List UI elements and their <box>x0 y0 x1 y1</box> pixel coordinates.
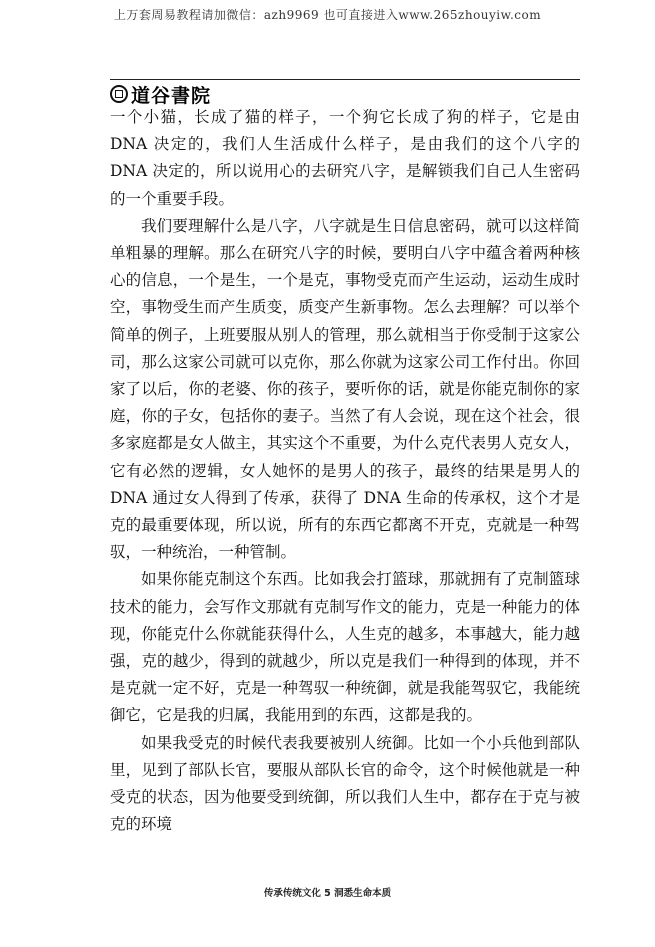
paragraph: 如果你能克制这个东西。比如我会打篮球，那就拥有了克制篮球技术的能力，会写作文那就有克制写作文的能力，克是一种能力的体现，你能克什么你就能获得什么，人生克的越多，本事越大，能力越强，克的越少，得到的就越少，所以克是我们一种得到的体现，并不是克就一定不好，克是一种驾驭一种统御，就是我能驾驭它，我能统御它，它是我的归属，我能用到的东西，这都是我的。 <box>110 570 580 725</box>
paragraph: 一个小猫，长成了猫的样子，一个狗它长成了狗的样子，它是由 DNA 决定的，我们人生活成什么样子，是由我们的这个八字的 DNA 决定的，所以说用心的去研究八字，是解锁我们自己人生密码的一个重要手段。 <box>110 108 580 208</box>
paragraph: 我们要理解什么是八字，八字就是生日信息密码，就可以这样简单粗暴的理解。那么在研究八字的时候，要明白八字中蕴含着两种核心的信息，一个是生，一个是克，事物受克而产生运动，运动生成时空，事物受生而产生质变，质变产生新事物。怎么去理解？可以举个简单的例子，上班要服从别人的管理，那么就相当于你受制于这家公司，那么这家公司就可以克你，那么你就为这家公司工作付出。你回家了以后，你的老婆、你的孩子，要听你的话，就是你能克制你的家庭，你的子女，包括你的妻子。当然了有人会说，现在这个社会，很多家庭都是女人做主，其实这个不重要，为什么克代表男人克女人，它有必然的逻辑，女人她怀的是男人的孩子，最终的结果是男人的 DNA 通过女人得到了传承，获得了 DNA 生命的传承权，这个才是克的最重要体现，所以说，所有的东西它都离不开克，克就是一种驾驭，一种统治，一种管制。 <box>110 216 580 562</box>
publisher-logo <box>110 82 211 106</box>
seal-icon <box>110 85 128 103</box>
body-text <box>110 104 580 838</box>
watermark-text: 上万套周易教程请加微信：azh9969 也可直接进入www.265zhouyiw.com <box>113 8 542 22</box>
logo-text: 道谷書院 <box>131 84 212 107</box>
page-footer: 传承传统文化 5 洞悉生命本质 <box>263 888 392 899</box>
paragraph: 如果我受克的时候代表我要被别人统御。比如一个小兵他到部队里，见到了部队长官，要服从部队长官的命令，这个时候他就是一种受克的状态，因为他要受到统御，所以我们人生中，都存在于克与被克的环境 <box>110 733 580 834</box>
